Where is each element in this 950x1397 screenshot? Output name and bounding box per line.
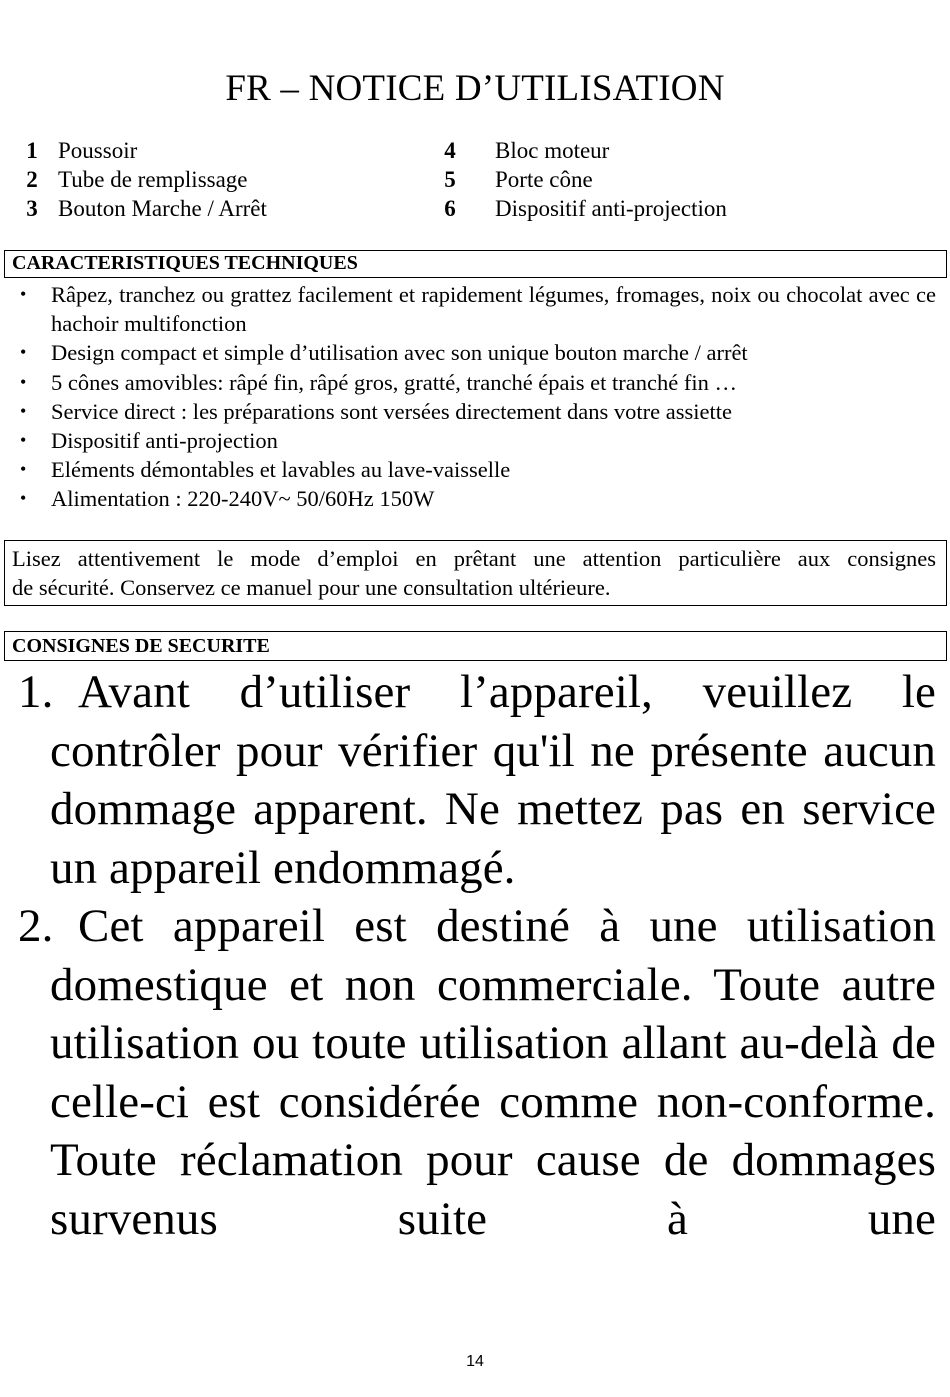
part-number: 3 (26, 196, 38, 221)
notice-box (4, 540, 947, 606)
part-label: Dispositif anti-projection (495, 196, 727, 221)
bullet: • (20, 430, 27, 451)
part-label: Tube de remplissage (58, 167, 248, 192)
notice-line-1: Lisez attentivement le mode d’emploi en prêtant une attention particulière aux consignes (12, 546, 936, 571)
spec-text: Alimentation : 220-240V~ 50/60Hz 150W (51, 486, 435, 512)
part-label: Bloc moteur (495, 138, 610, 163)
specs-heading: CARACTERISTIQUES TECHNIQUES (12, 252, 358, 274)
list-item (20, 455, 936, 484)
safety-heading: CONSIGNES DE SECURITE (12, 635, 270, 657)
bullet: • (20, 371, 27, 392)
bullet: • (20, 284, 27, 304)
bullet: • (20, 400, 27, 421)
bullet: • (20, 459, 27, 480)
spec-text: Râpez, tranchez ou grattez facilement et rapidement légumes, fromages, noix ou chocolat avec ce hachoir multifonction (51, 282, 936, 337)
list-item (20, 338, 936, 367)
part-number: 4 (444, 138, 456, 163)
list-item (20, 484, 936, 513)
bullet: • (20, 488, 27, 509)
part-number: 6 (444, 196, 456, 221)
part-number: 1 (26, 138, 38, 163)
part-number: 5 (444, 167, 456, 192)
notice-line-2: de sécurité. Conservez ce manuel pour une consultation ultérieure. (12, 575, 611, 600)
part-number: 2 (26, 167, 38, 192)
page-title: FR – NOTICE D’UTILISATION (225, 68, 725, 109)
safety-item-number: 1. (18, 666, 54, 718)
list-item (20, 397, 936, 426)
spec-text: Eléments démontables et lavables au lave-vaisselle (51, 457, 511, 483)
specs-list (20, 280, 936, 514)
safety-item (18, 897, 936, 1248)
spec-text: 5 cônes amovibles: râpé fin, râpé gros, gratté, tranché épais et tranché fin … (51, 369, 737, 395)
part-label: Poussoir (58, 138, 138, 163)
page-number: 14 (466, 1353, 484, 1370)
list-item (20, 426, 936, 455)
list-item (20, 280, 936, 338)
safety-list (18, 663, 936, 1248)
spec-text: Service direct : les préparations sont versées directement dans votre assiette (51, 398, 732, 424)
safety-item-text: Avant d’utiliser l’appareil, veuillez le contrôler pour vérifier qu'il ne présente aucun dommage apparent. Ne mettez pas en service un appareil endommagé. (50, 666, 936, 894)
spec-text: Design compact et simple d’utilisation avec son unique bouton marche / arrêt (51, 340, 748, 366)
spec-text: Dispositif anti-projection (51, 428, 278, 454)
specs-heading-box (4, 250, 947, 278)
safety-heading-box (4, 631, 947, 661)
bullet: • (20, 342, 27, 363)
safety-item (18, 663, 936, 897)
safety-item-text: Cet appareil est destiné à une utilisation domestique et non commerciale. Toute autre utilisation ou toute utilisation allant au-delà de celle-ci est considérée comme non-conforme. Toute réclamation pour cause de dommages survenus suite à une (50, 900, 936, 1245)
part-label: Bouton Marche / Arrêt (58, 196, 267, 221)
safety-item-number: 2. (18, 900, 54, 952)
list-item (20, 368, 936, 397)
part-label: Porte cône (495, 167, 593, 192)
